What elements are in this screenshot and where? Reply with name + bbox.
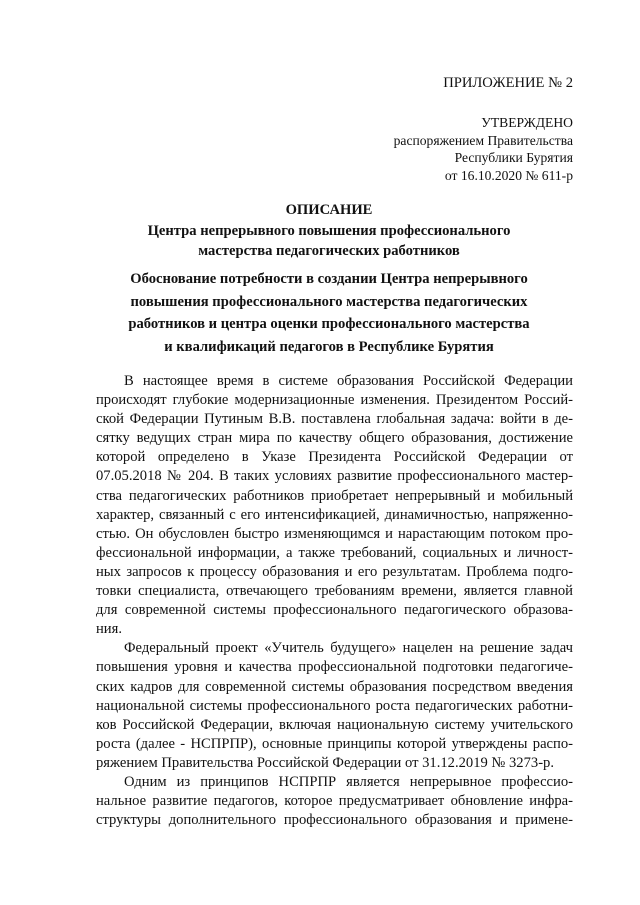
paragraph-line: ской Федерации Путиным В.В. поставлена глобальная задача: войти в де- <box>96 411 573 428</box>
paragraph-line: фессиональной информации, а также требований, социальных и личност- <box>96 544 573 561</box>
section-heading <box>96 268 562 358</box>
paragraph-line: повышения уровня и качества профессиональной подготовки педагогиче- <box>96 659 573 676</box>
approval-line: от 16.10.2020 № 611-р <box>444 167 573 183</box>
paragraph-1 <box>96 372 573 639</box>
section-heading-line: и квалификаций педагогов в Республике Бурятия <box>164 338 494 355</box>
paragraph-line: ния. <box>96 621 122 638</box>
paragraph-line: характер, связанный с его интенсификацией, динамичностью, напряженно- <box>96 506 573 523</box>
paragraph-line: Одним из принципов НСПРПР является непрерывное профессио- <box>124 773 573 790</box>
document-title <box>112 200 546 262</box>
paragraph-3 <box>96 773 573 830</box>
document-body <box>96 372 573 830</box>
paragraph-line: структуры дополнительного профессионального образования и примене- <box>96 812 573 829</box>
paragraph-line: ских кадров для современной системы образования посредством введения <box>96 678 573 695</box>
paragraph-line: которой определено в Указе Президента Российской Федерации от <box>96 449 573 466</box>
paragraph-line: национальной системы профессионального роста педагогических работни- <box>96 697 573 714</box>
approval-block <box>394 114 573 184</box>
title-line: мастерства педагогических работников <box>198 243 460 259</box>
title-heading: ОПИСАНИЕ <box>285 202 373 218</box>
paragraph-line: ряжением Правительства Российской Федерации от 31.12.2019 № 3273-р. <box>96 754 554 771</box>
paragraph-line: Федеральный проект «Учитель будущего» нацелен на решение задач <box>124 640 573 657</box>
paragraph-line: товки специалиста, отвечающего требованиям времени, является главной <box>96 583 573 600</box>
paragraph-2 <box>96 639 573 773</box>
annex-label: ПРИЛОЖЕНИЕ № 2 <box>443 75 573 91</box>
paragraph-line: сятку ведущих стран мира по качеству общего образования, достижение <box>96 430 573 447</box>
paragraph-line: ства педагогических работников приобретает непрерывный и мобильный <box>96 487 573 504</box>
paragraph-line: ных запросов к процессу образования и его результатам. Проблема подго- <box>96 563 573 580</box>
section-heading-line: Обоснование потребности в создании Центра непрерывного <box>130 271 528 287</box>
paragraph-line: происходят глубокие модернизационные изменения. Президентом Россий- <box>96 392 573 409</box>
paragraph-line: стью. Он обусловлен быстро изменяющимся и нарастающим потоком про- <box>96 525 573 542</box>
paragraph-line: ков Российской Федерации, включая национальную систему учительского <box>96 716 573 733</box>
approval-line: Республики Бурятия <box>454 150 573 165</box>
paragraph-line: В настоящее время в системе образования Российской Федерации <box>124 373 573 389</box>
approval-line: УТВЕРЖДЕНО <box>481 115 573 130</box>
section-heading-line: повышения профессионального мастерства педагогических <box>130 293 528 310</box>
approval-line: распоряжением Правительства <box>393 132 573 148</box>
section-heading-line: работников и центра оценки профессионального мастерства <box>128 316 530 333</box>
title-line: Центра непрерывного повышения профессионального <box>147 222 511 239</box>
paragraph-line: 07.05.2018 № 204. В таких условиях развитие профессионального мастер- <box>96 468 573 485</box>
paragraph-line: для современной системы профессионального педагогического образова- <box>96 602 573 619</box>
paragraph-line: роста (далее - НСПРПР), основные принципы которой утверждены распо- <box>96 735 573 752</box>
paragraph-line: нальное развитие педагогов, которое предусматривает обновление инфра- <box>96 793 573 810</box>
